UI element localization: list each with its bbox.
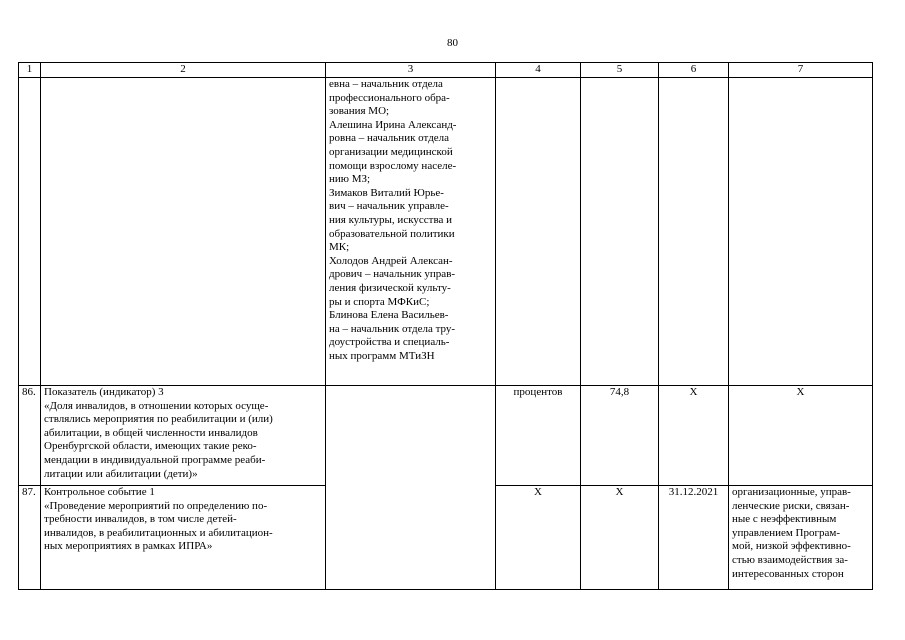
text-line: Алешина Ирина Александ- [329, 118, 457, 131]
text-line: Оренбургской области, имеющих такие реко- [44, 440, 257, 453]
text-line: образовательной политики [329, 227, 455, 240]
indicator-description [41, 386, 326, 486]
text-line: Контрольное событие 1 [44, 486, 155, 498]
text-line: ры и спорта МФКиС; [329, 295, 430, 308]
page-number: 80 [447, 37, 458, 49]
event-description [41, 486, 326, 590]
text-line: стью взаимодействия за- [732, 553, 848, 566]
text-line: дрович – начальник управ- [329, 268, 456, 281]
text-line: евна – начальник отдела [329, 78, 443, 90]
risks-cell: Х [729, 386, 873, 486]
text-line: ния культуры, искусства и [329, 213, 453, 226]
column-header: 7 [729, 63, 873, 78]
text-line: требности инвалидов, в том числе детей- [44, 513, 237, 526]
table-row-continuation [19, 78, 873, 386]
empty-cell [41, 78, 326, 386]
empty-cell [729, 78, 873, 386]
text-line: абилитации, в общей численности инвалидов [44, 426, 258, 439]
text-line: мендации в индивидуальной программе реаби- [44, 453, 266, 466]
date-cell: 31.12.2021 [659, 486, 729, 590]
text-line: профессионального обра- [329, 91, 450, 104]
text-line: помощи взрослому населе- [329, 159, 457, 172]
text-line: ствлялись мероприятия по реабилитации и (или) [44, 413, 273, 426]
text-line: мой, низкой эффективно- [732, 540, 851, 553]
text-line: на – начальник отдела тру- [329, 322, 456, 335]
document-table [18, 62, 873, 590]
text-line: организации медицинской [329, 145, 453, 158]
unit-cell: Х [496, 486, 581, 590]
text-line: интересованных сторон [732, 567, 844, 580]
date-cell: Х [659, 386, 729, 486]
text-line: МК; [329, 241, 350, 254]
text-line: ных программ МТиЗН [329, 349, 435, 362]
column-header: 3 [326, 63, 496, 78]
text-line: доустройства и специаль- [329, 336, 450, 349]
text-line: организационные, управ- [732, 486, 851, 498]
column-header: 5 [581, 63, 659, 78]
text-line: «Проведение мероприятий по определению по- [44, 499, 268, 512]
empty-cell [326, 386, 496, 590]
text-line: ленческие риски, связан- [732, 499, 850, 512]
text-line: ления физической культу- [329, 281, 451, 294]
text-line: ных мероприятиях в рамках ИПРА» [44, 540, 213, 553]
text-line: вич – начальник управле- [329, 200, 449, 213]
row-number: 87. [19, 486, 41, 590]
row-number: 86. [19, 386, 41, 486]
risks-cell [729, 486, 873, 590]
value-cell: Х [581, 486, 659, 590]
text-line: Блинова Елена Васильев- [329, 309, 449, 322]
text-line: ровна – начальник отдела [329, 132, 450, 145]
unit-cell: процентов [496, 386, 581, 486]
column-header: 2 [41, 63, 326, 78]
text-line: ные с неэффективным [732, 513, 837, 526]
column-header: 1 [19, 63, 41, 78]
value-cell: 74,8 [581, 386, 659, 486]
column-header: 4 [496, 63, 581, 78]
text-line: зования МО; [329, 105, 390, 118]
empty-cell [659, 78, 729, 386]
text-line: управлением Програм- [732, 526, 841, 539]
text-line: нию МЗ; [329, 173, 371, 186]
empty-cell [19, 78, 41, 386]
table-row [19, 386, 873, 486]
responsible-persons-cell [326, 78, 496, 386]
text-line: Холодов Андрей Алексан- [329, 254, 453, 267]
column-header: 6 [659, 63, 729, 78]
text-line: Показатель (индикатор) 3 [44, 386, 164, 398]
empty-cell [496, 78, 581, 386]
text-line: инвалидов, в реабилитационных и абилитацион- [44, 526, 273, 539]
text-line: литации или абилитации (дети)» [44, 467, 198, 480]
empty-cell [581, 78, 659, 386]
text-line: «Доля инвалидов, в отношении которых осуще- [44, 399, 269, 412]
text-line: Зимаков Виталий Юрье- [329, 186, 444, 199]
table-header-row [19, 63, 873, 78]
